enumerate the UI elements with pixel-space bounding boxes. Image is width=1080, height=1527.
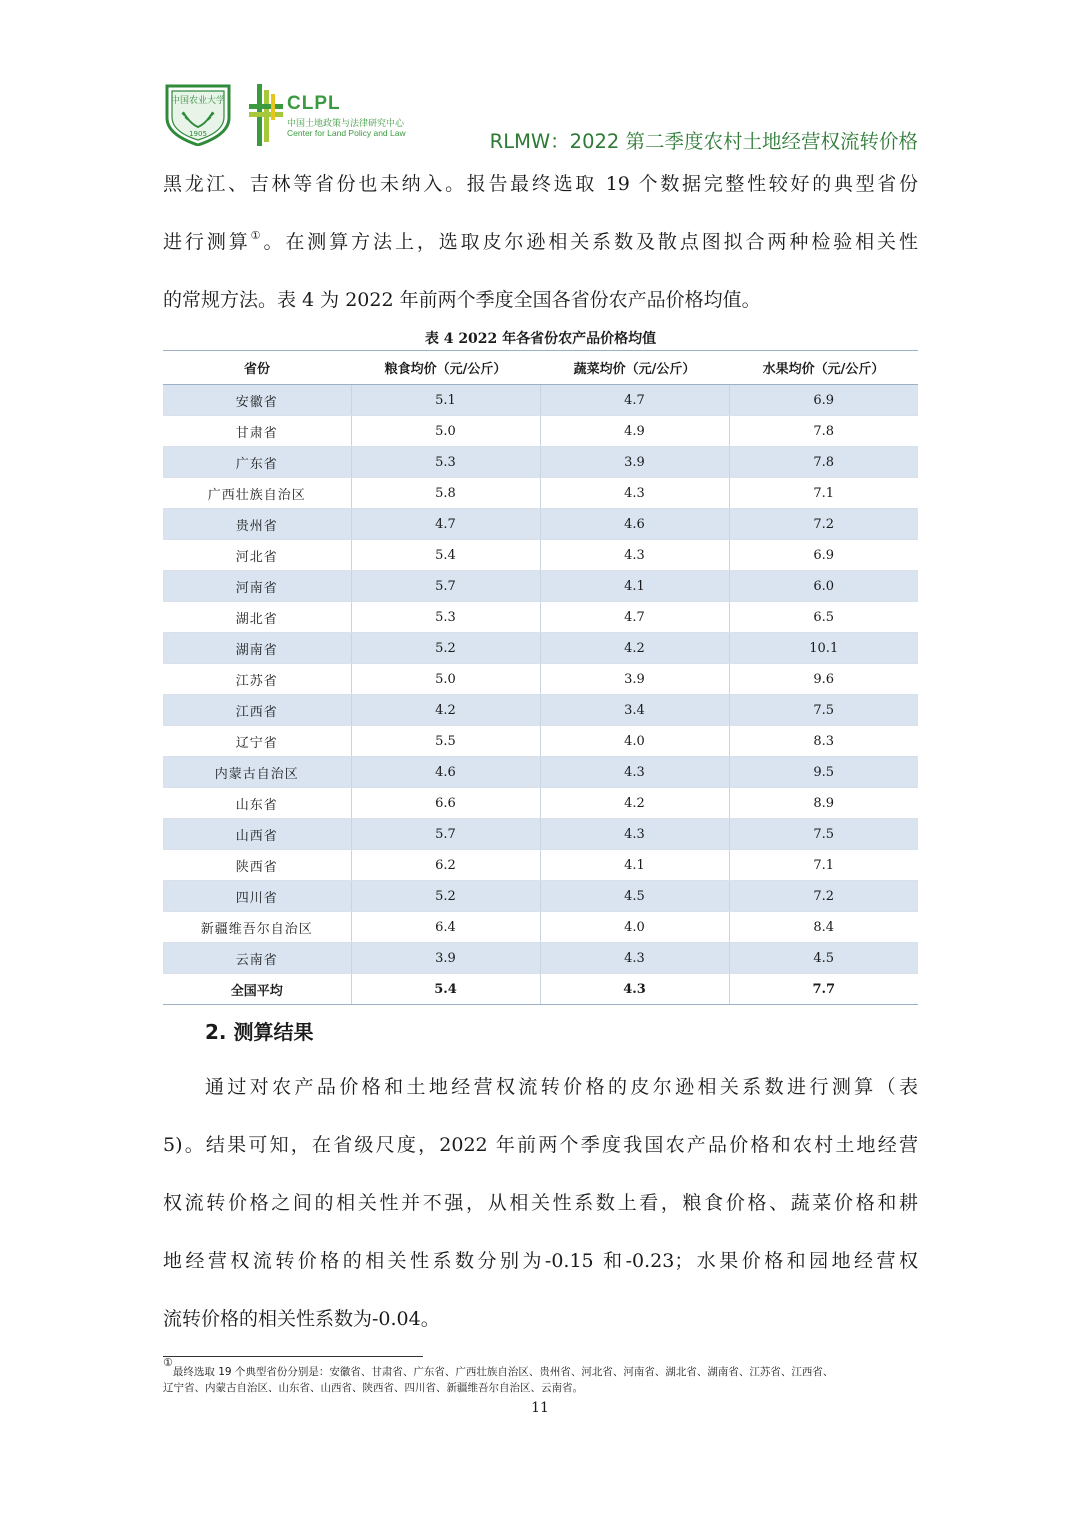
- table-row: [163, 540, 918, 571]
- price-cell: 8.4: [729, 912, 918, 943]
- price-cell: 4.3: [540, 819, 729, 850]
- table-row: [163, 757, 918, 788]
- province-cell: 河南省: [163, 571, 351, 602]
- table-row: [163, 788, 918, 819]
- table-row: [163, 478, 918, 509]
- table-row: [163, 571, 918, 602]
- price-cell: 4.7: [540, 385, 729, 416]
- price-cell: 7.8: [729, 447, 918, 478]
- price-cell: 8.3: [729, 726, 918, 757]
- price-cell: 4.3: [540, 943, 729, 974]
- price-cell: 6.2: [351, 850, 540, 881]
- table-header-row: [163, 351, 918, 385]
- province-cell: 安徽省: [163, 385, 351, 416]
- price-cell: 4.3: [540, 757, 729, 788]
- footnote: [163, 1356, 918, 1396]
- university-emblem-logo: [163, 80, 233, 146]
- clpl-logo: [247, 82, 427, 148]
- price-cell: 4.7: [351, 509, 540, 540]
- table-row: [163, 943, 918, 974]
- province-cell: 内蒙古自治区: [163, 757, 351, 788]
- intro-line: 进行测算①。在测算方法上，选取皮尔逊相关系数及散点图拟合两种检验相关性: [163, 229, 918, 253]
- page-number: 11: [531, 1400, 549, 1416]
- result-line: 流转价格的相关性系数为-0.04。: [163, 1308, 440, 1330]
- price-cell: 5.3: [351, 447, 540, 478]
- price-cell: 4.5: [540, 881, 729, 912]
- emblem-text: 中国农业大学: [170, 96, 226, 106]
- price-cell: 4.1: [540, 850, 729, 881]
- price-cell: 9.5: [729, 757, 918, 788]
- footnote-line: 辽宁省、内蒙古自治区、山东省、山西省、陕西省、四川省、新疆维吾尔自治区、云南省。: [163, 1382, 583, 1394]
- price-cell: 7.1: [729, 850, 918, 881]
- price-cell: 7.2: [729, 509, 918, 540]
- clpl-title: CLPL: [287, 93, 341, 114]
- price-cell: 4.0: [540, 912, 729, 943]
- price-cell: 4.9: [540, 416, 729, 447]
- total-value-cell: 4.3: [540, 974, 729, 1005]
- province-cell: 广西壮族自治区: [163, 478, 351, 509]
- province-cell: 甘肃省: [163, 416, 351, 447]
- price-cell: 4.6: [351, 757, 540, 788]
- price-cell: 4.6: [540, 509, 729, 540]
- column-header: 粮食均价（元/公斤）: [351, 351, 540, 385]
- price-cell: 7.8: [729, 416, 918, 447]
- price-table: [163, 350, 918, 1005]
- intro-line: 黑龙江、吉林等省份也未纳入。报告最终选取 19 个数据完整性较好的典型省份: [163, 173, 918, 195]
- price-cell: 5.2: [351, 633, 540, 664]
- table-row: [163, 819, 918, 850]
- province-cell: 江苏省: [163, 664, 351, 695]
- price-cell: 6.9: [729, 385, 918, 416]
- footnote-ref: ①: [250, 229, 264, 242]
- footnote-divider: [163, 1356, 423, 1357]
- price-cell: 4.2: [540, 633, 729, 664]
- price-cell: 7.2: [729, 881, 918, 912]
- clpl-chinese-name: 中国土地政策与法律研究中心: [287, 119, 405, 129]
- price-cell: 4.2: [540, 788, 729, 819]
- intro-line: 的常规方法。表 4 为 2022 年前两个季度全国各省份农产品价格均值。: [163, 289, 761, 311]
- footnote-marker: ①: [163, 1356, 173, 1369]
- price-cell: 6.6: [351, 788, 540, 819]
- province-cell: 陕西省: [163, 850, 351, 881]
- price-cell: 7.1: [729, 478, 918, 509]
- price-cell: 3.9: [351, 943, 540, 974]
- province-cell: 辽宁省: [163, 726, 351, 757]
- price-cell: 5.3: [351, 602, 540, 633]
- price-cell: 5.4: [351, 540, 540, 571]
- price-cell: 5.5: [351, 726, 540, 757]
- price-cell: 6.4: [351, 912, 540, 943]
- province-cell: 贵州省: [163, 509, 351, 540]
- clpl-english-name: Center for Land Policy and Law: [287, 128, 406, 138]
- page-header: [163, 80, 918, 153]
- table-body: [163, 385, 918, 1005]
- price-cell: 3.4: [540, 695, 729, 726]
- column-header: 蔬菜均价（元/公斤）: [540, 351, 729, 385]
- price-cell: 4.2: [351, 695, 540, 726]
- table-row: [163, 912, 918, 943]
- table-row: [163, 881, 918, 912]
- province-cell: 山西省: [163, 819, 351, 850]
- province-cell: 湖南省: [163, 633, 351, 664]
- table-row: [163, 695, 918, 726]
- province-cell: 湖北省: [163, 602, 351, 633]
- price-cell: 3.9: [540, 664, 729, 695]
- price-cell: 6.9: [729, 540, 918, 571]
- province-cell: 河北省: [163, 540, 351, 571]
- province-cell: 江西省: [163, 695, 351, 726]
- table-row: [163, 385, 918, 416]
- price-cell: 4.1: [540, 571, 729, 602]
- province-cell: 四川省: [163, 881, 351, 912]
- section-heading: 2. 测算结果: [205, 1020, 314, 1044]
- table-total-row: [163, 974, 918, 1005]
- price-cell: 10.1: [729, 633, 918, 664]
- price-cell: 5.7: [351, 819, 540, 850]
- price-cell: 4.0: [540, 726, 729, 757]
- price-cell: 3.9: [540, 447, 729, 478]
- price-cell: 6.0: [729, 571, 918, 602]
- total-value-cell: 7.7: [729, 974, 918, 1005]
- price-cell: 5.1: [351, 385, 540, 416]
- province-cell: 云南省: [163, 943, 351, 974]
- price-cell: 4.3: [540, 478, 729, 509]
- price-cell: 7.5: [729, 819, 918, 850]
- clpl-mark-icon: [247, 82, 287, 148]
- price-cell: 5.0: [351, 416, 540, 447]
- price-cell: 6.5: [729, 602, 918, 633]
- table-row: [163, 664, 918, 695]
- table-row: [163, 416, 918, 447]
- table-row: [163, 726, 918, 757]
- result-line: 地经营权流转价格的相关性系数分别为-0.15 和-0.23；水果价格和园地经营权: [163, 1250, 918, 1272]
- table-row: [163, 509, 918, 540]
- column-header: 省份: [163, 351, 351, 385]
- result-paragraph: [163, 1058, 918, 1348]
- table-row: [163, 447, 918, 478]
- table-row: [163, 850, 918, 881]
- price-cell: 4.3: [540, 540, 729, 571]
- table-caption: 表 4 2022 年各省份农产品价格均值: [424, 331, 657, 347]
- emblem-year: 1905: [189, 130, 207, 138]
- price-cell: 9.6: [729, 664, 918, 695]
- table-row: [163, 633, 918, 664]
- price-cell: 5.0: [351, 664, 540, 695]
- column-header: 水果均价（元/公斤）: [729, 351, 918, 385]
- price-cell: 5.7: [351, 571, 540, 602]
- province-cell: 新疆维吾尔自治区: [163, 912, 351, 943]
- price-cell: 4.5: [729, 943, 918, 974]
- result-line: 通过对农产品价格和土地经营权流转价格的皮尔逊相关系数进行测算（表: [205, 1076, 918, 1098]
- province-cell: 山东省: [163, 788, 351, 819]
- report-title: RLMW：2022 第二季度农村土地经营权流转价格: [489, 130, 918, 153]
- footnote-line: ①最终选取 19 个典型省份分别是：安徽省、甘肃省、广东省、广西壮族自治区、贵州省、河北省、河南省、湖北省、湖南省、江苏省、江西省、: [163, 1356, 834, 1378]
- price-cell: 8.9: [729, 788, 918, 819]
- price-cell: 5.2: [351, 881, 540, 912]
- province-cell: 广东省: [163, 447, 351, 478]
- result-line: 5)。结果可知，在省级尺度，2022 年前两个季度我国农产品价格和农村土地经营: [163, 1134, 918, 1156]
- total-label-cell: 全国平均: [163, 974, 351, 1005]
- price-cell: 5.8: [351, 478, 540, 509]
- price-cell: 7.5: [729, 695, 918, 726]
- result-line: 权流转价格之间的相关性并不强，从相关性系数上看，粮食价格、蔬菜价格和耕: [163, 1192, 918, 1214]
- price-cell: 4.7: [540, 602, 729, 633]
- table-row: [163, 602, 918, 633]
- intro-paragraph: [163, 155, 918, 329]
- total-value-cell: 5.4: [351, 974, 540, 1005]
